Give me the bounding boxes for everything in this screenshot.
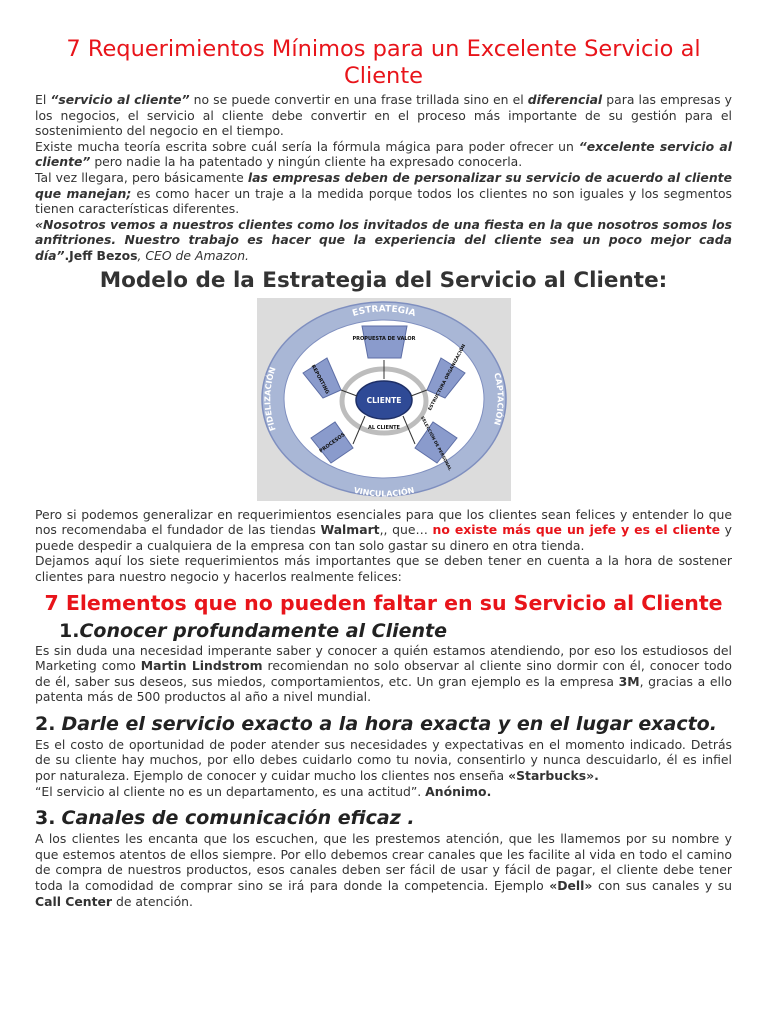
text-run: Walmart xyxy=(320,522,380,538)
text-run: «Starbucks». xyxy=(508,768,599,784)
text-run: de atención. xyxy=(112,893,193,909)
text-run: Es sin duda una necesidad imperante saber y conocer a quién estamos atendiendo, por eso los estudiosos del Marketing como xyxy=(35,642,732,674)
item-1-text xyxy=(35,643,732,705)
text-run: las empresas deben de personalizar su servicio de acuerdo al cliente que manejan; xyxy=(35,169,732,201)
text-run: , gracias a ello patenta más de 500 productos al año a nivel mundial. xyxy=(35,673,732,705)
text-run: Es el costo de oportunidad de poder atender sus necesidades y expectativas en el momento indicado. Detrás de su cliente hay muchos, por ello debes cuidarlo como tu novia, consentirlo y nunca descuidarlo, él es infiel por naturaleza. Ejemplo de conocer y cuidar mucho los clientes nos enseña xyxy=(35,736,732,784)
text-run: Anónimo. xyxy=(425,783,492,799)
text-run: , CEO de Amazon. xyxy=(137,247,249,263)
document-page xyxy=(35,36,732,909)
document-title: 7 Requerimientos Mínimos para un Excelente Servicio al Cliente xyxy=(66,36,701,89)
text-run: es como hacer un traje a la medida porque todos los clientes no son iguales y los segmentos tienen características diferentes. xyxy=(35,185,732,217)
intro-paragraph-1 xyxy=(35,92,732,139)
item-number: 2. xyxy=(35,712,56,735)
text-run: Call Center xyxy=(35,893,113,909)
item-number: 3. xyxy=(35,807,56,830)
text-run: pero nadie la ha patentado y ningún cliente ha expresado conocerla. xyxy=(90,154,523,170)
item-2-heading xyxy=(35,712,732,736)
item-title: Conocer profundamente al Cliente xyxy=(79,619,448,642)
text-run: A los clientes les encanta que los escuchen, que les prestemos atención, que les llamemos por su nombre y que estemos atentos de ellos siempre. Por ello debemos crear canales que les facilite al vida en todo el camino de compra de nuestros productos, esos canales deben ser fácil de usar y fácil de pagar, el cliente debe tener toda la comodidad de comprar sino se irá para donde la competencia. Ejemplo xyxy=(35,831,732,894)
intro-paragraph-3 xyxy=(35,170,732,217)
ring-label-left: FIDELIZACIÓN xyxy=(262,365,278,432)
text-run: con sus canales y su xyxy=(592,878,732,894)
text-run: 3M xyxy=(618,673,640,689)
item-title: Darle el servicio exacto a la hora exacta y en el lugar exacto. xyxy=(61,712,717,735)
highlight-text: no existe más que un jefe y es el cliente xyxy=(432,522,721,538)
text-run: «Nosotros vemos a nuestros clientes como los invitados de una fiesta en la que nosotros somos los anfitriones. Nuestro trabajo es hacer que la experiencia del cliente sea un poco mejor cada día” xyxy=(35,216,732,263)
text-run: y puede despedir a cualquiera de la empresa con tan solo gastar su dinero en otra tienda. xyxy=(35,522,733,553)
text-run: El xyxy=(35,92,51,107)
text-run: .Jeff Bezos xyxy=(64,247,138,263)
text-run: ,, que… xyxy=(379,522,433,538)
segment-label-top: PROPUESTA DE VALOR xyxy=(352,335,415,342)
item-2-quote xyxy=(35,784,732,800)
text-run: Pero si podemos generalizar en requerimientos esenciales para que los clientes sean felices y entender lo que nos recomendaba el fundador de las tiendas xyxy=(35,506,732,538)
model-heading: Modelo de la Estrategia del Servicio al Cliente: xyxy=(99,267,668,293)
ring-label-bottom: VINCULACIÓN xyxy=(352,485,415,499)
item-3-heading xyxy=(35,806,732,830)
mid-paragraph-1 xyxy=(35,507,732,554)
text-run: no se puede convertir en una frase trillada sino en el xyxy=(189,92,528,107)
ring-label-right: CAPTACIÓN xyxy=(491,371,505,426)
item-title: Canales de comunicación eficaz . xyxy=(61,807,415,830)
item-number: 1. xyxy=(59,619,80,642)
segment-label-bottom-left: PROCESOS xyxy=(317,431,346,455)
text-run: Tal vez llegara, pero básicamente xyxy=(35,169,248,185)
segment-label-left: REPORTING xyxy=(309,363,330,395)
text-run: “El servicio al cliente no es un departamento, es una actitud”. xyxy=(35,783,426,799)
service-strategy-diagram xyxy=(257,298,511,501)
text-run: para las empresas y los negocios, el servicio al cliente debe convertir en el proceso más importante de su gestión para el sostenimiento del negocio en el tiempo. xyxy=(35,92,733,139)
text-run: Existe mucha teoría escrita sobre cuál sería la fórmula mágica para poder ofrecer un xyxy=(35,138,579,154)
ring-label-top: ESTRATEGIA xyxy=(350,303,417,319)
center-label: CLIENTE xyxy=(366,395,401,405)
text-run: “excelente servicio al cliente” xyxy=(35,138,732,170)
intro-paragraph-2 xyxy=(35,139,732,170)
center-bottom-label: AL CLIENTE xyxy=(367,424,400,431)
segment-label-right: ESTRUCTURA ORGANIZACIÓN xyxy=(427,343,467,412)
text-run: “servicio al cliente” xyxy=(50,92,190,107)
segment-label-bottom-right: SELECCIÓN DE PERSONAL xyxy=(419,414,453,471)
item-2-text xyxy=(35,737,732,784)
elements-heading: 7 Elementos que no pueden faltar en su Servicio al Cliente xyxy=(44,590,723,615)
item-3-text xyxy=(35,831,732,909)
text-run: diferencial xyxy=(527,92,603,107)
item-1-heading xyxy=(59,619,732,643)
text-run: Martin Lindstrom xyxy=(140,658,263,674)
bezos-quote xyxy=(35,217,732,264)
mid-paragraph-2: Dejamos aquí los siete requerimientos más importantes que se deben tener en cuenta a la hora de sostener clientes para nuestro negocio y hacerlos realmente felices: xyxy=(35,553,732,584)
text-run: «Dell» xyxy=(549,878,593,894)
text-run: recomiendan no solo observar al cliente sino dormir con él, conocer todo de él, saber sus deseos, sus miedos, comportamientos, etc. Un gran ejemplo es la empresa xyxy=(35,658,732,689)
segment-propuesta xyxy=(362,326,407,358)
